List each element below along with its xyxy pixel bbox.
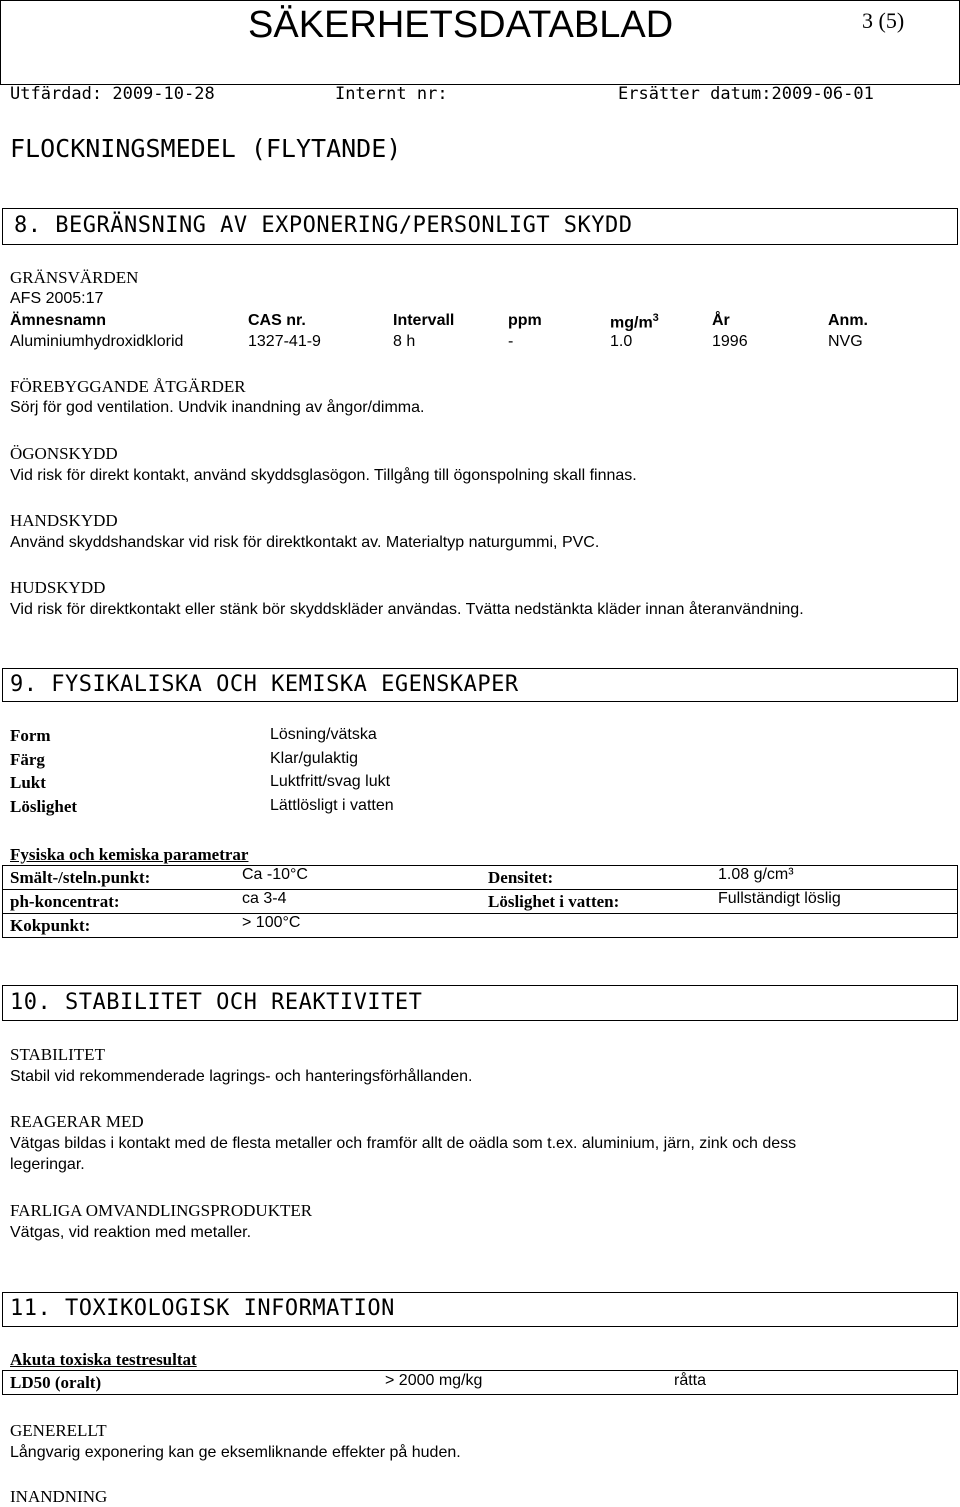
prop-value-solubility: Lättlösligt i vatten (270, 797, 394, 814)
eye-text: Vid risk för direkt kontakt, använd skyddsglasögon. Tillgång till ögonspolning skall finnas. (10, 467, 637, 484)
skin-title: HUDSKYDD (10, 578, 106, 597)
prop-label-solubility: Löslighet (10, 797, 78, 816)
prop-value-form: Lösning/vätska (270, 726, 377, 743)
cell-cas: 1327-41-9 (248, 333, 321, 350)
cell-interval: 8 h (393, 333, 416, 350)
params-row-divider-2 (2, 913, 958, 914)
cell-ppm: - (508, 333, 514, 350)
solubility-value: Fullständigt löslig (718, 890, 841, 907)
prop-label-odor: Lukt (10, 773, 46, 792)
ph-value: ca 3-4 (242, 890, 287, 907)
document-title: SÄKERHETSDATABLAD (248, 4, 674, 46)
acute-title: Akuta toxiska testresultat (10, 1350, 197, 1369)
cell-substance: Aluminiumhydroxidklorid (10, 333, 184, 350)
col-mgm3-exponent: 3 (652, 312, 659, 324)
density-label: Densitet: (488, 868, 554, 887)
col-cas: CAS nr. (248, 312, 306, 329)
ld50-species: råtta (674, 1372, 707, 1389)
density-value: 1.08 g/cm³ (718, 866, 794, 883)
boil-label: Kokpunkt: (10, 916, 91, 935)
eye-title: ÖGONSKYDD (10, 444, 118, 463)
col-mgm3-label: mg/m (610, 314, 653, 332)
cell-mgm3: 1.0 (610, 333, 633, 350)
reacts-text-line-1: Vätgas bildas i kontakt med de flesta metaller och framför allt de oädla som t.ex. aluminium, järn, zink och dess (10, 1135, 797, 1152)
col-substance: Ämnesnamn (10, 312, 107, 329)
stability-text: Stabil vid rekommenderade lagrings- och hanteringsförhållanden. (10, 1068, 473, 1085)
internal-number: Internt nr: (335, 84, 448, 104)
preventive-title: FÖREBYGGANDE ÅTGÄRDER (10, 377, 246, 396)
page-number: 3 (5) (862, 8, 905, 33)
stability-title: STABILITET (10, 1045, 105, 1064)
prop-value-odor: Luktfritt/svag lukt (270, 773, 391, 790)
skin-text: Vid risk för direktkontakt eller stänk bör skyddskläder användas. Tvätta nedstänkta kläder innan återanvändning. (10, 601, 804, 618)
section-9-heading: 9. FYSIKALISKA OCH KEMISKA EGENSKAPER (10, 672, 519, 697)
replaces-date: Ersätter datum:2009-06-01 (618, 84, 874, 104)
melt-value: Ca -10°C (242, 866, 308, 883)
limits-title: GRÄNSVÄRDEN (10, 268, 139, 287)
ld50-label: LD50 (oralt) (10, 1373, 102, 1392)
prop-value-color: Klar/gulaktig (270, 750, 359, 767)
prop-label-color: Färg (10, 750, 45, 769)
product-name: FLOCKNINGSMEDEL (FLYTANDE) (10, 134, 402, 163)
issued-date: Utfärdad: 2009-10-28 (10, 84, 215, 104)
melt-label: Smält-/steln.punkt: (10, 868, 151, 887)
boil-value: > 100°C (242, 914, 301, 931)
hazardous-text: Vätgas, vid reaktion med metaller. (10, 1224, 252, 1241)
col-mgm3 (610, 312, 659, 332)
col-year: År (712, 312, 730, 329)
general-title: GENERELLT (10, 1421, 107, 1440)
inhalation-title: INANDNING (10, 1487, 108, 1506)
section-11-heading: 11. TOXIKOLOGISK INFORMATION (10, 1296, 395, 1321)
section-8-heading: 8. BEGRÄNSNING AV EXPONERING/PERSONLIGT SKYDD (14, 213, 633, 238)
prop-label-form: Form (10, 726, 51, 745)
ph-label: ph-koncentrat: (10, 892, 120, 911)
hand-title: HANDSKYDD (10, 511, 118, 530)
ld50-value: > 2000 mg/kg (385, 1372, 483, 1389)
limits-source: AFS 2005:17 (10, 290, 104, 307)
preventive-text: Sörj för god ventilation. Undvik inandning av ångor/dimma. (10, 399, 425, 416)
reacts-text-line-2: legeringar. (10, 1156, 85, 1173)
general-text: Långvarig exponering kan ge eksemliknande effekter på huden. (10, 1444, 461, 1461)
cell-year: 1996 (712, 333, 748, 350)
col-ppm: ppm (508, 312, 542, 329)
reacts-title: REAGERAR MED (10, 1112, 144, 1131)
solubility-label: Löslighet i vatten: (488, 892, 620, 911)
hazardous-title: FARLIGA OMVANDLINGSPRODUKTER (10, 1201, 313, 1220)
hand-text: Använd skyddshandskar vid risk för direktkontakt av. Materialtyp naturgummi, PVC. (10, 534, 600, 551)
section-10-heading: 10. STABILITET OCH REAKTIVITET (10, 990, 423, 1015)
cell-note: NVG (828, 333, 863, 350)
col-note: Anm. (828, 312, 868, 329)
params-title: Fysiska och kemiska parametrar (10, 845, 249, 864)
col-interval: Intervall (393, 312, 455, 329)
